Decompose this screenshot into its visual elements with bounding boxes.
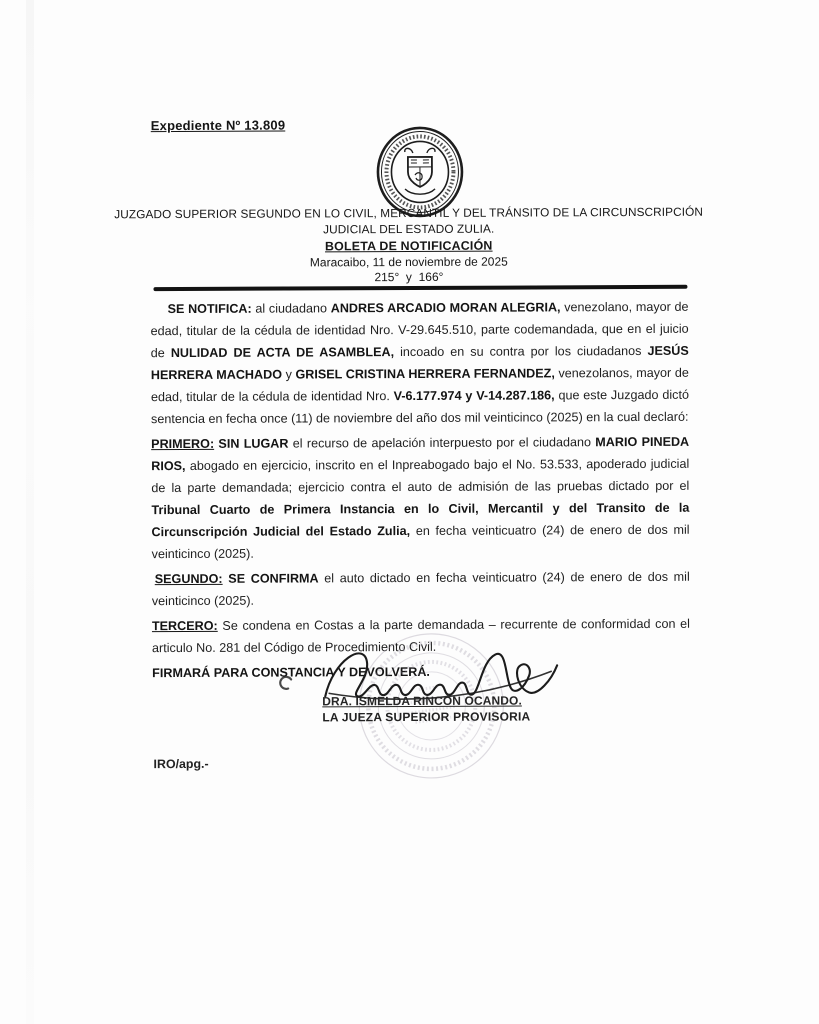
- header-divider-rule: [153, 285, 687, 291]
- paragraph-closing: FIRMARÁ PARA CONSTANCIA Y DEVOLVERÁ.: [152, 664, 430, 681]
- venezuela-coat-of-arms-seal: [374, 126, 466, 218]
- paragraph-tercero: TERCERO: Se condena en Costas a la parte demandada – recurrente de conformidad con el articulo No. 281 del Código de Procedimiento Civil.: [151, 616, 690, 656]
- court-name-line2: JUDICIAL DEL ESTADO ZULIA.: [323, 221, 495, 236]
- paragraph-segundo: SEGUNDO: SE CONFIRMA el auto dictado en fecha veinticuatro (24) de enero de dos mil veinticinco (2025).: [151, 569, 690, 609]
- document-header: [0, 204, 818, 286]
- court-name-line1: JUZGADO SUPERIOR SEGUNDO EN LO CIVIL, MERCANTIL Y DEL TRÁNSITO DE LA CIRCUNSCRIPCIÓN: [114, 204, 704, 222]
- document-title: BOLETA DE NOTIFICACIÓN: [324, 238, 493, 254]
- judge-name: DRA. ISMELDA RINCÓN OCANDO.: [322, 693, 522, 709]
- paragraph-se-notifica: SE NOTIFICA: al ciudadano ANDRES ARCADIO MORAN ALEGRIA, venezolano, mayor de edad, titular de la cédula de identidad Nro. V-29.645.510, parte codemandada, que en el juicio de NULIDAD DE ACTA DE ASAMBLEA, incoado en su contra por los ciudadanos JESÚS HERRERA MACHADO y GRISEL CRISTINA HERRERA FERNANDEZ, venezolanos, mayor de edad, titular de la cédula de identidad Nro. V-6.177.974 y V-14.287.186, que este Juzgado dictó sentencia en fecha once (11) de noviembre del año dos mil veinticinco (2025) en la cual declaró:: [150, 299, 689, 427]
- anniversary-years: 215° y 166°: [374, 269, 444, 285]
- notification-body: [151, 296, 691, 687]
- paragraph-primero: PRIMERO: SIN LUGAR el recurso de apelación interpuesto por el ciudadano MARIO PINEDA RIOS, abogado en ejercicio, inscrito en el Inpreabogado bajo el No. 53.533, apoderado judicial de la parte demandada; ejercicio contra el auto de admisión de las pruebas dictado por el Tribunal Cuarto de Primera Instancia en lo Civil, Mercantil y del Transito de la Circunscripción Judicial del Estado Zulia, en fecha veinticuatro (24) de enero de dos mil veinticinco (2025).: [151, 434, 690, 562]
- place-and-date: Maracaibo, 11 de noviembre de 2025: [309, 254, 508, 270]
- signature-block: [322, 693, 530, 725]
- clerk-initials: IRO/apg.-: [153, 756, 209, 772]
- expediente-number: Expediente Nº 13.809: [150, 117, 286, 134]
- judge-title: LA JUEZA SUPERIOR PROVISORIA: [322, 708, 531, 724]
